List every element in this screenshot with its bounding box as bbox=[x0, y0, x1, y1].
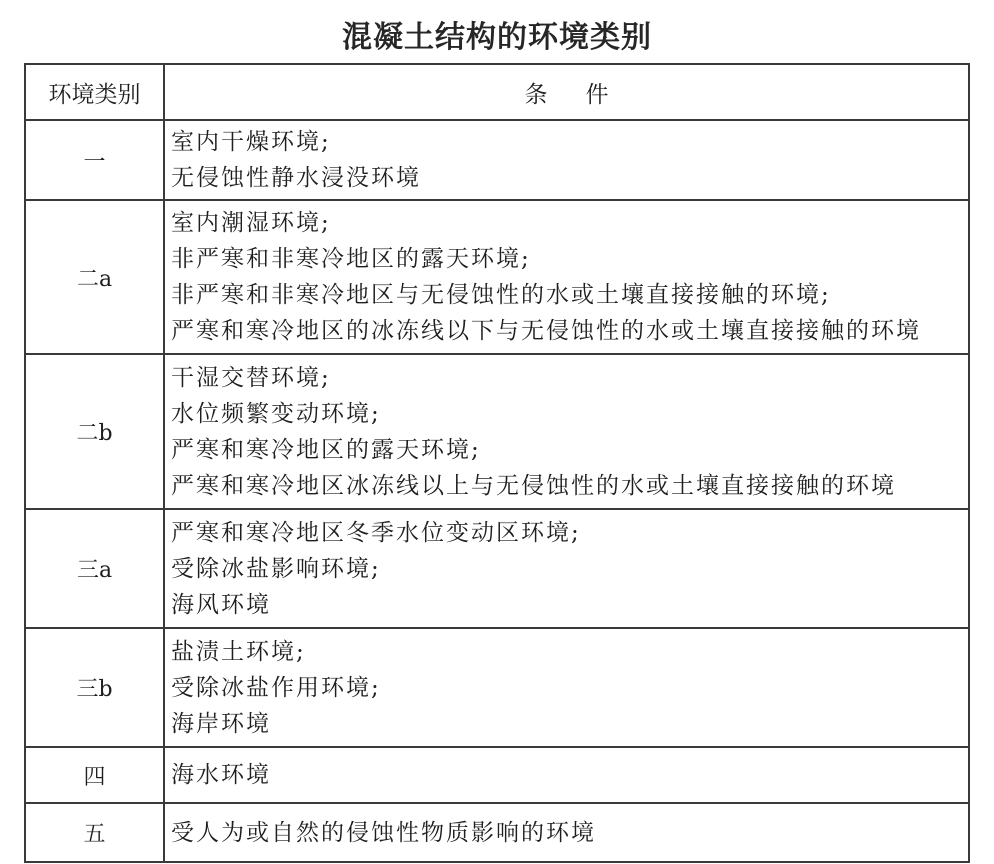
condition-text: 无侵蚀性静水浸没环境 bbox=[171, 165, 421, 191]
env-category-cell: 五 bbox=[25, 803, 164, 862]
header-condition: 条件 bbox=[164, 64, 969, 120]
condition-text: 室内干燥环境; bbox=[171, 129, 331, 155]
condition-text: 海水环境 bbox=[171, 762, 271, 788]
conditions-cell bbox=[164, 200, 969, 354]
conditions-cell bbox=[164, 509, 969, 628]
env-category-cell: 三a bbox=[25, 509, 164, 628]
conditions-cell bbox=[164, 628, 969, 747]
condition-text: 海风环境 bbox=[171, 591, 271, 618]
page-title: 混凝土结构的环境类别 bbox=[342, 20, 652, 55]
table-row bbox=[25, 509, 969, 628]
condition-text: 干湿交替环境; bbox=[171, 364, 331, 391]
condition-text: 严寒和寒冷地区冬季水位变动区环境; bbox=[171, 519, 581, 546]
condition-text: 受除冰盐影响环境; bbox=[171, 555, 381, 582]
table-row bbox=[25, 120, 969, 200]
conditions-cell bbox=[164, 354, 969, 509]
env-category-cell: 一 bbox=[25, 120, 164, 200]
conditions-cell bbox=[164, 120, 969, 200]
condition-text: 严寒和寒冷地区的露天环境; bbox=[171, 436, 481, 463]
condition-text: 室内潮湿环境; bbox=[171, 210, 331, 236]
table-row bbox=[25, 354, 969, 509]
condition-text: 盐渍土环境; bbox=[171, 638, 306, 665]
env-category-cell: 四 bbox=[25, 747, 164, 803]
condition-text: 受除冰盐作用环境; bbox=[171, 674, 381, 701]
environment-category-table bbox=[24, 63, 970, 863]
condition-text: 严寒和寒冷地区的冰冻线以下与无侵蚀性的水或土壤直接接触的环境 bbox=[171, 318, 921, 344]
condition-text: 受人为或自然的侵蚀性物质影响的环境 bbox=[171, 819, 596, 846]
table-row bbox=[25, 628, 969, 747]
conditions-cell bbox=[164, 747, 969, 803]
table-row bbox=[25, 200, 969, 354]
table-row bbox=[25, 803, 969, 862]
table-header-row bbox=[25, 64, 969, 120]
env-category-cell: 二b bbox=[25, 354, 164, 509]
conditions-cell bbox=[164, 803, 969, 862]
condition-text: 非严寒和非寒冷地区的露天环境; bbox=[171, 246, 531, 272]
env-category-cell: 三b bbox=[25, 628, 164, 747]
condition-text: 非严寒和非寒冷地区与无侵蚀性的水或土壤直接接触的环境; bbox=[171, 282, 831, 308]
header-category: 环境类别 bbox=[25, 64, 164, 120]
condition-text: 严寒和寒冷地区冰冻线以上与无侵蚀性的水或土壤直接接触的环境 bbox=[171, 472, 896, 499]
condition-text: 海岸环境 bbox=[171, 710, 271, 737]
table-row bbox=[25, 747, 969, 803]
env-category-cell: 二a bbox=[25, 200, 164, 354]
condition-text: 水位频繁变动环境; bbox=[171, 400, 381, 427]
